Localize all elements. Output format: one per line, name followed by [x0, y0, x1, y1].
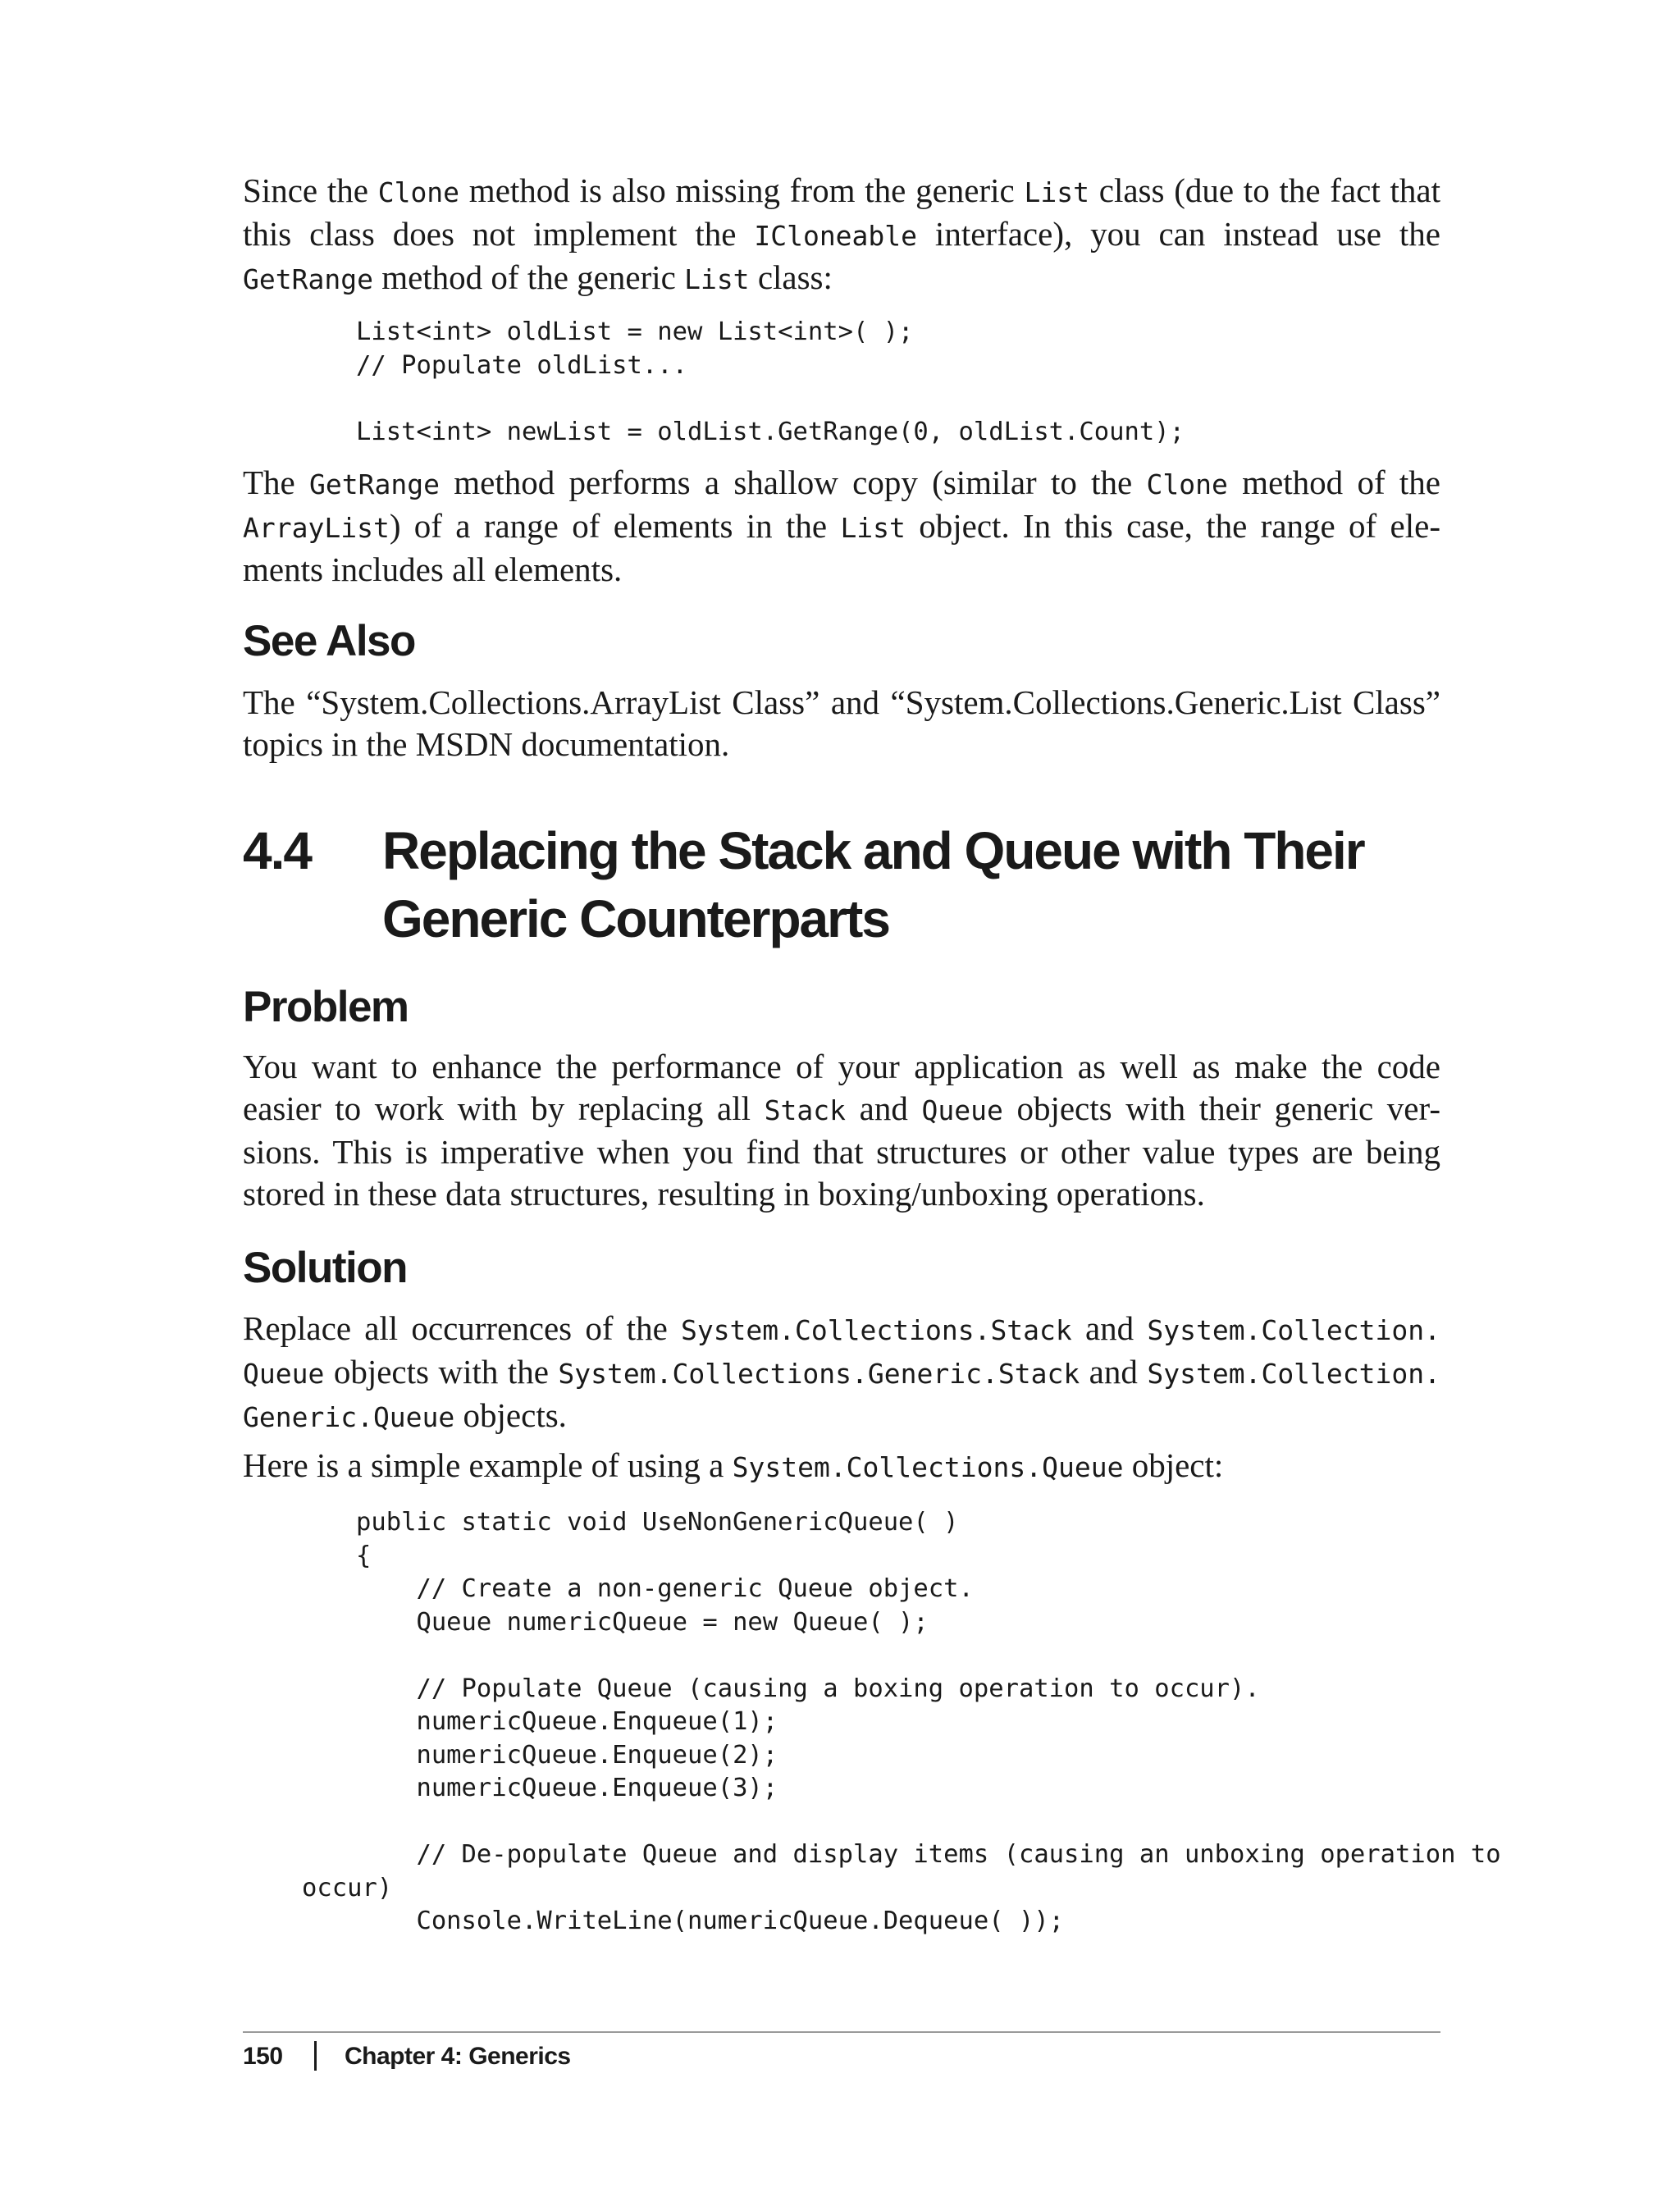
inline-code: Clone [377, 176, 460, 208]
code-wrapped-line: occur) [302, 1874, 393, 1902]
inline-code: GetRange [309, 468, 440, 500]
inline-code: ArrayList [243, 512, 390, 544]
text-run: Since the [243, 171, 378, 209]
text-run: ) of a range of elements in the [389, 507, 841, 545]
text-run: method of the generic [372, 258, 685, 296]
text-run: method is also missing from the generic [459, 171, 1025, 209]
text-run: and [1080, 1353, 1148, 1391]
problem-heading: Problem [243, 983, 409, 1031]
section-title: Replacing the Stack and Queue with Their Generic Counterparts [382, 821, 1364, 948]
inline-code: ICloneable [754, 220, 918, 252]
text-run: Replace all occurrences of the [243, 1309, 681, 1347]
inline-code: Clone [1146, 468, 1228, 500]
chapter-label: Chapter 4: Generics [345, 2043, 571, 2070]
text-run: class: [749, 258, 833, 296]
code-block-queue-example: public static void UseNonGenericQueue( ) { // Create a non-generic Queue object. Queue numericQueue = new Queue( ); // Populate Queue (causing a boxing operation to occur). numericQueue.Enqueue(1); numericQueue.Enqueue(2); numericQueue.Enqueue(3); // De-populate Queue and display items (causing an unboxing operation to [356, 1508, 1501, 1869]
inline-code: List [1024, 176, 1089, 208]
see-also-paragraph: The “System.Collections.ArrayList Class” and “System.Collections.Generic.List Class” topics in the MSDN documentation. [243, 683, 1440, 763]
problem-paragraph [243, 1046, 1440, 1215]
text-run: The [243, 464, 310, 501]
text-run: object. In this case, the range of ele-ments includes all elements. [243, 507, 1440, 588]
inline-code: GetRange [243, 263, 373, 295]
inline-code: System.Collections.Queue [732, 1451, 1124, 1483]
text-run: You want to enhance the performance of your application as well as make the code easier to work with by replacing all [243, 1048, 1440, 1127]
inline-code: Stack [764, 1094, 846, 1126]
text-run: class (due to the fact that this class does not implement the [243, 171, 1440, 253]
text-run: objects. [454, 1396, 567, 1434]
solution-heading: Solution [243, 1244, 407, 1292]
text-run: Here is a simple example of using a [243, 1446, 733, 1484]
code-block-getrange: List<int> oldList = new List<int>( ); // Populate oldList... List<int> newList = oldList.GetRange(0, oldList.Count); [356, 317, 1185, 446]
page-number: 150 [243, 2043, 283, 2070]
text-run: method of the [1227, 464, 1440, 501]
footer-rule [243, 2031, 1440, 2033]
code-block-queue-tail: Console.WriteLine(numericQueue.Dequeue( )); [356, 1907, 1065, 1935]
text-run: objects with their generic ver-sions. This is imperative when you find that structures or other value types are being stored in these data structures, resulting in boxing/unboxing operations. [243, 1089, 1440, 1213]
text-run: interface), you can instead use the [917, 215, 1440, 253]
see-also-heading: See Also [243, 617, 415, 665]
example-intro-paragraph [243, 1445, 1440, 1488]
inline-code: List [840, 512, 906, 544]
footer-separator [314, 2041, 317, 2071]
inline-code: System.Collection. Queue [243, 1314, 1440, 1390]
section-number: 4.4 [243, 821, 311, 880]
inline-code: Queue [921, 1094, 1003, 1126]
solution-paragraph [243, 1308, 1440, 1438]
text-run: objects with the [324, 1353, 559, 1391]
text-run: method performs a shallow copy (similar to the [440, 464, 1147, 501]
getrange-paragraph [243, 462, 1440, 591]
inline-code: System.Collections.Generic.Stack [558, 1358, 1080, 1390]
inline-code: List [684, 263, 750, 295]
intro-paragraph [243, 170, 1440, 300]
inline-code: System.Collections.Stack [680, 1314, 1072, 1346]
text-run: object: [1123, 1446, 1224, 1484]
inline-code: System.Collection. Generic.Queue [243, 1358, 1440, 1433]
text-run: and [845, 1089, 922, 1127]
text-run: and [1071, 1309, 1148, 1347]
